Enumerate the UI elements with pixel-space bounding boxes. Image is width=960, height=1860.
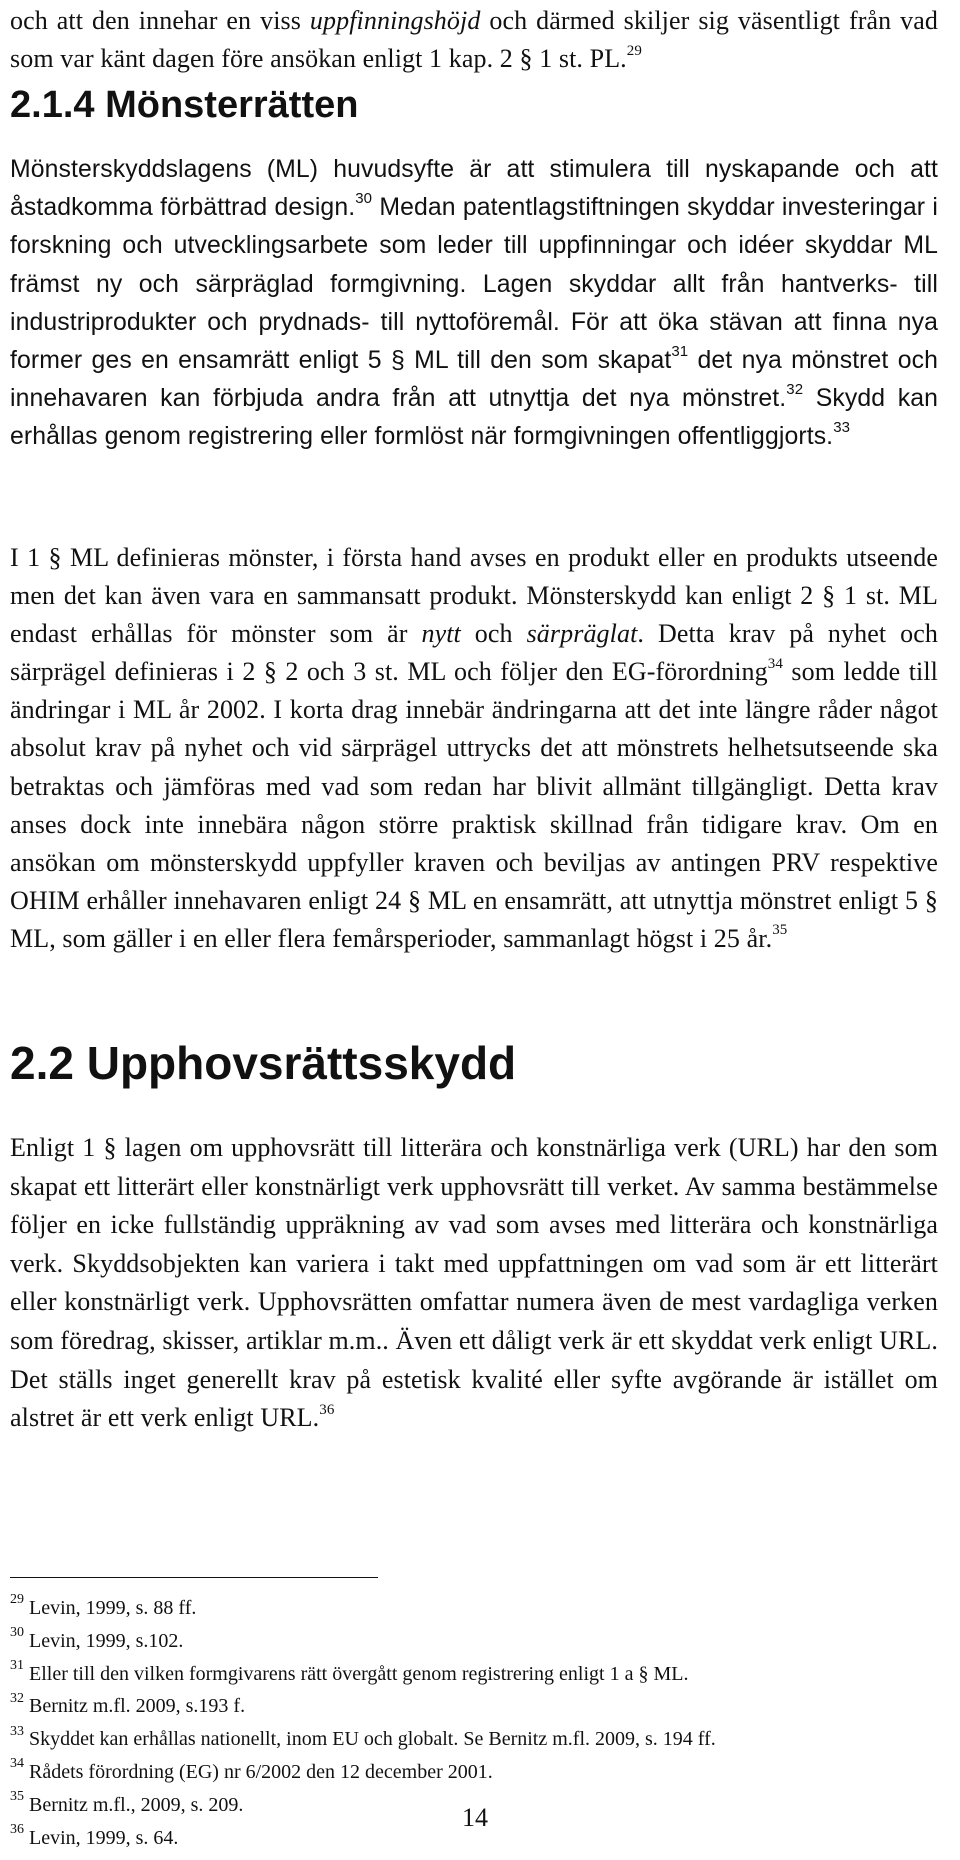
upphov-paragraph-1 <box>10 1129 938 1438</box>
monster-p1-text-2: Medan patentlagstiftningen skyddar investeringar i forskning och utvecklingsarbete som leder till uppfinningar och idéer skyddar ML främst ny och särpräglad formgivning. Lagen skyddar allt från hantverks- till industriprodukter och prydnads- till nyttoföremål. För att öka stävan att finna nya former ges en ensamrätt enligt 5 § ML till den som skapat <box>10 194 938 375</box>
footnote-ref-33[interactable]: 33 <box>833 419 851 437</box>
footnote-item <box>10 1723 940 1756</box>
footnote-ref-29[interactable]: 29 <box>626 42 642 59</box>
monster-p2-text-3: . Detta krav på nyhet och särprägel definieras i 2 § 2 och 3 st. ML och följer den EG-förordning <box>10 619 938 687</box>
footnote-separator <box>10 1577 378 1578</box>
section-heading-upphovsrattsskydd: 2.2 Upphovsrättsskydd <box>10 1037 517 1089</box>
footnote-text: Eller till den vilken formgivarens rätt övergått genom registrering enligt 1 a § ML. <box>24 1662 689 1685</box>
footnote-ref-36[interactable]: 36 <box>319 1401 335 1418</box>
monster-p2-emphasis-1: nytt <box>421 619 461 649</box>
monster-p2-text-1: I 1 § ML definieras mönster, i första hand avses en produkt eller en produkts utseende men det kan även vara en sammansatt produkt. Mönsterskydd kan enligt 2 § 1 st. ML endast erhållas för mönster som är <box>10 543 938 649</box>
footnote-ref-34[interactable]: 34 <box>767 655 783 672</box>
footnote-item <box>10 1658 940 1691</box>
footnote-item <box>10 1592 940 1625</box>
footnote-number: 29 <box>10 1592 24 1608</box>
footnote-number: 35 <box>10 1789 24 1805</box>
monster-p2-emphasis-2: särpräglat <box>526 619 638 649</box>
footnote-text: Levin, 1999, s.102. <box>24 1629 184 1652</box>
intro-text-1: och att den innehar en viss <box>10 6 310 35</box>
monster-p1-text-4: Skydd kan erhållas genom registrering eller formlöst när formgivningen offentliggjorts. <box>10 385 938 451</box>
footnote-text: Levin, 1999, s. 64. <box>24 1826 179 1849</box>
page-number: 14 <box>462 1803 488 1832</box>
monster-paragraph-1 <box>10 151 938 457</box>
footnote-ref-35[interactable]: 35 <box>772 922 788 939</box>
footnote-number: 30 <box>10 1625 24 1641</box>
footnote-ref-32[interactable]: 32 <box>786 380 804 398</box>
footnote-text: Rådets förordning (EG) nr 6/2002 den 12 december 2001. <box>24 1760 493 1783</box>
footnote-number: 36 <box>10 1821 24 1837</box>
upphov-p1-text-1: Enligt 1 § lagen om upphovsrätt till litterära och konstnärliga verk (URL) har den som skapat ett litterärt eller konstnärligt verk upphovsrätt till verket. Av samma bestämmelse följer en icke fullständig uppräkning av vad som avses med litterära och konstnärliga verk. Skyddsobjekten kan variera i takt med uppfattningen om vad som är ett litterärt eller konstnärligt verk. Upphovsrätten omfattar numera även de mest vardagliga verken som föredrag, skisser, artiklar m.m.. Även ett dåligt verk är ett skyddat verk enligt URL. Det ställs inget generellt krav på estetisk kvalité eller syfte avgörande är istället om alstret är ett verk enligt URL. <box>10 1133 938 1433</box>
footnote-number: 32 <box>10 1690 24 1706</box>
footnote-text: Bernitz m.fl. 2009, s.193 f. <box>24 1695 246 1718</box>
footnote-number: 31 <box>10 1657 24 1673</box>
footnote-ref-31[interactable]: 31 <box>671 342 689 360</box>
intro-paragraph <box>10 2 938 78</box>
intro-emphasis: uppfinningshöjd <box>309 6 481 35</box>
footnote-text: Levin, 1999, s. 88 ff. <box>24 1597 197 1619</box>
footnote-number: 34 <box>10 1756 24 1772</box>
monster-p1-text-3: det nya mönstret och innehavaren kan förbjuda andra från att utnyttja det nya mönstret. <box>10 347 938 413</box>
footnote-text: Skyddet kan erhållas nationellt, inom EU och globalt. Se Bernitz m.fl. 2009, s. 194 ff. <box>24 1728 716 1751</box>
footnote-ref-30[interactable]: 30 <box>355 189 373 207</box>
intro-text-2: och därmed skiljer sig väsentligt från vad som var känt dagen före ansökan enligt 1 kap. 2 § 1 st. PL. <box>10 6 938 74</box>
monster-paragraph-2 <box>10 539 938 958</box>
footnote-text: Bernitz m.fl., 2009, s. 209. <box>24 1793 244 1816</box>
footnote-number: 33 <box>10 1723 24 1739</box>
monster-p2-text-2: och <box>460 619 527 649</box>
footnote-item <box>10 1625 940 1658</box>
monster-p1-text-1: Mönsterskyddslagens (ML) huvudsyfte är att stimulera till nyskapande och att åstadkomma förbättrad design. <box>10 156 938 222</box>
footnote-item <box>10 1690 940 1723</box>
monster-p2-text-4: som ledde till ändringar i ML år 2002. I korta drag innebär ändringarna att det inte längre råder något absolut krav på nyhet och vid särprägel uttrycks det att mönstrets helhetsutseende ska betraktas och jämföras med vad som redan har blivit allmänt tillgängligt. Detta krav anses dock inte innebära någon större praktisk skillnad från tidigare krav. Om en ansökan om mönsterskydd uppfyller kraven och beviljas av antingen PRV respektive OHIM erhåller innehavaren enligt 24 § ML en ensamrätt, att utnyttja mönstret enligt 5 § ML, som gäller i en eller flera femårsperioder, sammanlagt högst i 25 år. <box>10 657 938 953</box>
footnote-item <box>10 1756 940 1789</box>
section-heading-monsterratten: 2.1.4 Mönsterrätten <box>10 84 359 126</box>
